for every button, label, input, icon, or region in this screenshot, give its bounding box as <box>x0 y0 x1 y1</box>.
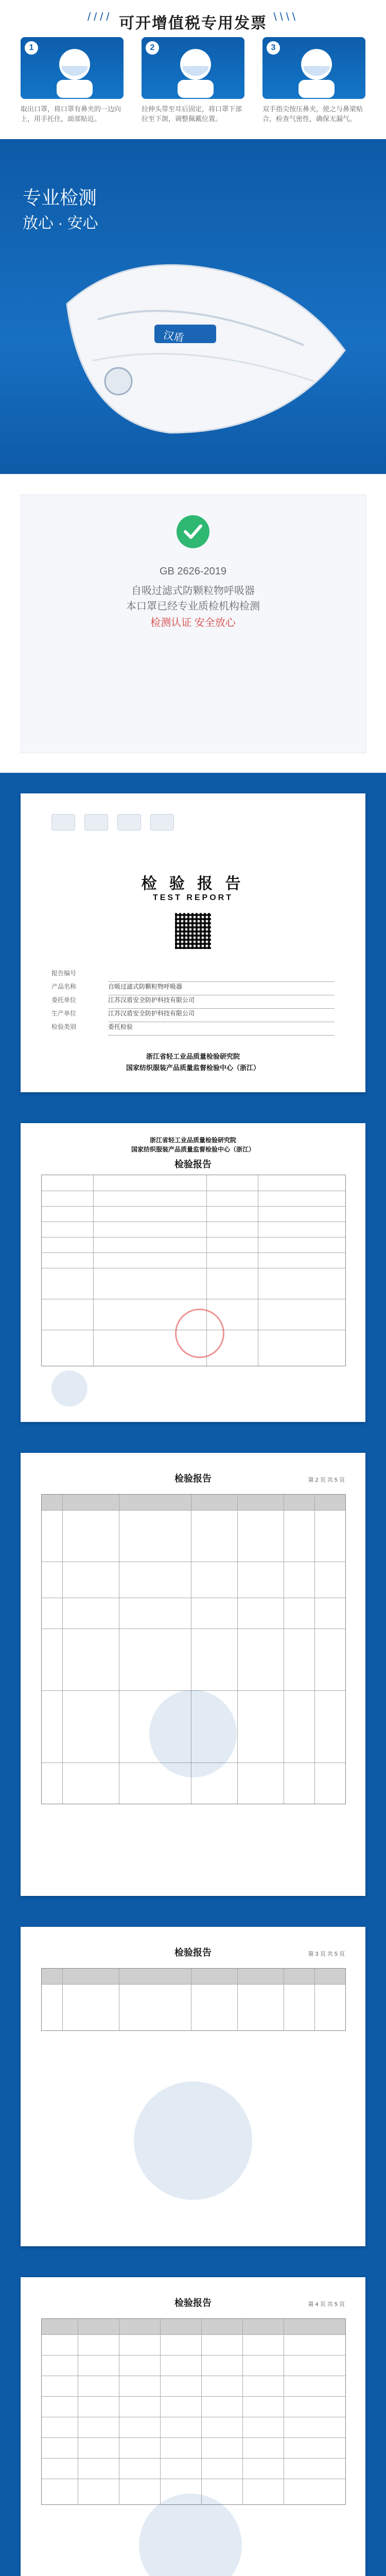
field-value <box>108 969 335 982</box>
hero-banner <box>0 139 386 474</box>
field-label: 委托单位 <box>51 996 77 1004</box>
certification-logos <box>51 814 174 831</box>
step-1-text: 取出口罩，将口罩有鼻夹的一边向上，用手托住，面部贴近。 <box>21 105 121 123</box>
step-1-number: 1 <box>25 41 38 55</box>
header-deco-left: //// <box>87 10 113 23</box>
step-2-image <box>142 37 244 99</box>
hero-headline: 专业检测 <box>23 187 97 208</box>
face-with-mask-icon <box>167 41 224 98</box>
summary-org: 浙江省轻工业品质量检验研究院 <box>149 1137 236 1144</box>
report-field-row <box>51 995 335 1009</box>
hero-subline: 放心 · 安心 <box>23 215 98 232</box>
step-2 <box>142 37 244 124</box>
official-seal-icon <box>175 1309 224 1358</box>
field-label: 产品名称 <box>51 983 77 990</box>
header-deco-right: \\\\ <box>273 10 299 23</box>
summary-center: 国家纺织服装产品质量监督检验中心（浙江） <box>131 1146 255 1153</box>
issuing-org: 浙江省轻工业品质量检验研究院 <box>146 1053 240 1060</box>
field-label: 检验类别 <box>51 1023 77 1030</box>
results-title: 检验报告 <box>174 1947 212 1958</box>
qr-code-icon <box>175 913 211 949</box>
page-number: 第 2 页 共 5 页 <box>308 1477 345 1483</box>
table-header <box>42 1969 345 1984</box>
issuing-center: 国家纺织服装产品质量监督检验中心（浙江） <box>126 1064 260 1072</box>
report-field-row <box>51 1022 335 1036</box>
table-header <box>42 1495 345 1510</box>
cal-logo-icon <box>117 814 141 831</box>
certification-panel <box>0 474 386 773</box>
invoice-title: 可开增值税专用发票 <box>119 15 267 32</box>
field-label: 生产单位 <box>51 1010 77 1017</box>
step-3-image <box>262 37 365 99</box>
results-title: 检验报告 <box>174 1473 212 1484</box>
report-title: 检 验 报 告 <box>141 875 245 892</box>
report-field-row <box>51 982 335 995</box>
face-with-mask-icon <box>46 41 103 98</box>
report-summary-page <box>21 1123 365 1422</box>
data-table <box>41 2318 346 2505</box>
report-data-page <box>21 2277 365 2576</box>
report-field-row <box>51 1009 335 1022</box>
watermark-logo-icon <box>134 2081 252 2200</box>
page-number: 第 3 页 共 5 页 <box>308 1951 345 1957</box>
table-header <box>42 2319 345 2334</box>
wearing-steps <box>21 37 365 124</box>
watermark-logo-icon <box>149 1690 237 1777</box>
report-gallery <box>0 773 386 2576</box>
report-subtitle: TEST REPORT <box>152 893 233 902</box>
field-value: 自吸过滤式防颗粒物呼吸器 <box>108 982 335 995</box>
step-2-number: 2 <box>146 41 159 55</box>
check-icon <box>177 515 209 548</box>
cnas-logo-icon <box>84 814 108 831</box>
mask-brand-label: 汉盾 <box>162 329 185 345</box>
step-3-number: 3 <box>267 41 280 55</box>
field-value: 江苏汉盾安全防护科技有限公司 <box>108 1009 335 1022</box>
summary-title: 检验报告 <box>174 1159 212 1170</box>
watermark-logo-icon <box>51 1370 87 1406</box>
data-title: 检验报告 <box>174 2298 212 2308</box>
field-label: 报告编号 <box>51 970 77 977</box>
step-1 <box>21 37 124 124</box>
certification-statement: 本口罩已经专业质检机构检测 <box>126 601 260 612</box>
ilac-logo-icon <box>150 814 174 831</box>
step-3 <box>262 37 365 124</box>
face-with-mask-icon <box>288 41 345 98</box>
standard-name: 自吸过滤式防颗粒物呼吸器 <box>131 585 255 597</box>
certification-slogan: 检测认证 安全放心 <box>150 617 236 629</box>
results-table <box>41 1968 346 2031</box>
cma-logo-icon <box>51 814 75 831</box>
field-value: 委托检验 <box>108 1022 335 1036</box>
report-field-row <box>51 969 335 982</box>
watermark-logo-icon <box>139 2494 242 2576</box>
report-results-page-2 <box>21 1927 365 2246</box>
invoice-header <box>0 0 386 139</box>
mask-product-image <box>36 216 365 459</box>
step-3-text: 双手指尖按压鼻夹，使之与鼻梁贴合，检查气密性，确保无漏气。 <box>262 105 363 123</box>
step-2-text: 拉伸头带至耳后固定，将口罩下部拉至下颌，调整佩戴位置。 <box>142 105 242 123</box>
report-results-page-1 <box>21 1453 365 1896</box>
field-value: 江苏汉盾安全防护科技有限公司 <box>108 995 335 1009</box>
step-1-image <box>21 37 124 99</box>
report-cover <box>21 793 365 1092</box>
report-fields <box>51 969 335 1036</box>
page-number: 第 4 页 共 5 页 <box>308 2301 345 2308</box>
standard-code: GB 2626-2019 <box>159 566 227 577</box>
